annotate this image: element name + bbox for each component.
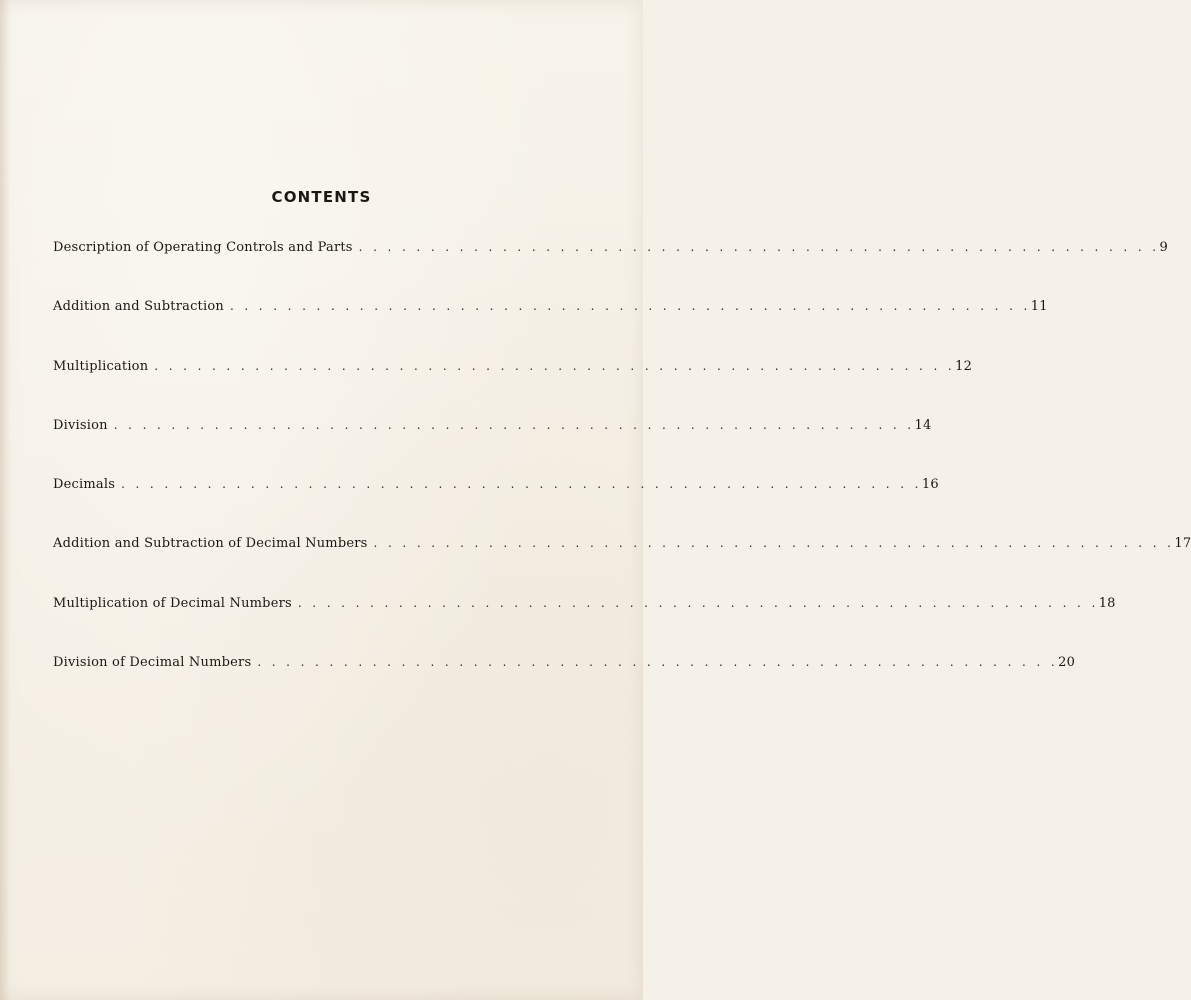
toc-entry-label: Division of Decimal Numbers xyxy=(53,655,252,671)
contents-heading: CONTENTS xyxy=(271,188,372,206)
toc-entry-page: 16 xyxy=(921,477,939,493)
toc-entry-label: Decimals xyxy=(53,477,116,493)
toc-entry-page: 11 xyxy=(1030,299,1048,315)
toc-entry-page: 20 xyxy=(1058,655,1076,671)
toc-entry-addition-subtraction xyxy=(53,299,1048,319)
toc-entry-multiplication-decimal xyxy=(53,595,1116,616)
toc-entry-page: 9 xyxy=(1159,240,1168,255)
toc-entry-label: Division xyxy=(53,417,108,433)
dot-leader: . . . . . . . . . . . . . . . . . . . . . . . . . . . . . . . . . . . . . . . . . . . . . . . . . . . . . . . . xyxy=(297,595,1099,610)
dot-leader: . . . . . . . . . . . . . . . . . . . . . . . . . . . . . . . . . . . . . . . . . . . . . . . . . . . . . . . . xyxy=(358,240,1160,254)
toc-entry-page: 12 xyxy=(955,358,973,374)
toc-entry-operating-controls xyxy=(53,240,1168,260)
dot-leader: . . . . . . . . . . . . . . . . . . . . . . . . . . . . . . . . . . . . . . . . . . . . . . . . . . . . . . . . xyxy=(121,477,922,492)
dot-leader: . . . . . . . . . . . . . . . . . . . . . . . . . . . . . . . . . . . . . . . . . . . . . . . . . . . . . . . . xyxy=(154,358,956,373)
toc-entry-decimals xyxy=(53,477,939,497)
toc-entry-label: Addition and Subtraction of Decimal Numbers xyxy=(53,536,368,552)
toc-entry-label: Addition and Subtraction xyxy=(53,299,224,315)
toc-entry-page: 18 xyxy=(1098,595,1116,611)
toc-entry-page: 14 xyxy=(914,417,932,433)
toc-entry-label: Multiplication xyxy=(53,358,149,374)
dot-leader: . . . . . . . . . . . . . . . . . . . . . . . . . . . . . . . . . . . . . . . . . . . . . . . . . . . . . . . . xyxy=(373,536,1175,551)
toc-entry-division xyxy=(53,417,932,438)
dot-leader: . . . . . . . . . . . . . . . . . . . . . . . . . . . . . . . . . . . . . . . . . . . . . . . . . . . . . . . . xyxy=(229,299,1031,314)
dot-leader: . . . . . . . . . . . . . . . . . . . . . . . . . . . . . . . . . . . . . . . . . . . . . . . . . . . . . . . . xyxy=(257,655,1059,670)
toc-entry-division-decimal xyxy=(53,655,1076,675)
dot-leader: . . . . . . . . . . . . . . . . . . . . . . . . . . . . . . . . . . . . . . . . . . . . . . . . . . . . . . . . xyxy=(113,417,915,432)
toc-entry-label: Description of Operating Controls and Parts xyxy=(53,240,353,255)
toc-entry-addition-subtraction-decimal xyxy=(53,536,1191,556)
toc-entry-multiplication xyxy=(53,358,973,379)
toc-entry-page: 17 xyxy=(1174,536,1191,552)
table-of-contents xyxy=(53,240,1191,714)
toc-entry-label: Multiplication of Decimal Numbers xyxy=(53,595,292,611)
